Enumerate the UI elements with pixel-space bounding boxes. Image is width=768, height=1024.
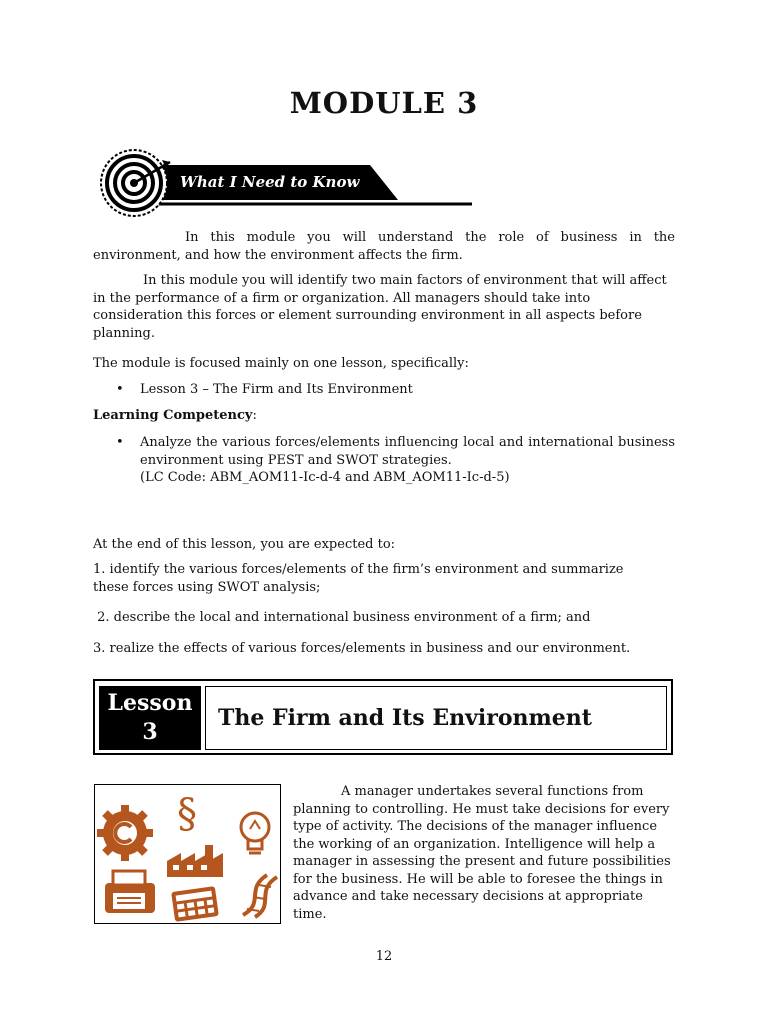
lesson-number-block [99,686,201,750]
business-illustration [94,784,281,924]
bullet-icon: • [116,435,124,450]
lc-code: (LC Code: ABM_AOM11-Ic-d-4 and ABM_AOM11-Ic-d-5) [140,470,510,485]
list-item [116,434,675,487]
objective-item-3: 3. realize the effects of various forces/elements in business and our environment. [93,641,631,656]
competency-text: Analyze the various forces/elements influencing local and international business environment using PEST and SWOT strategies. [140,435,675,468]
lightbulb-icon [241,813,269,853]
gear-icon [97,805,153,861]
objective-item-1: 1. identify the various forces/elements of the firm’s environment and summarize these forces using SWOT analysis; [93,562,624,595]
lesson-header [93,679,673,755]
intro-paragraph-2: In this module you will identify two main factors of environment that will affect in the performance of a firm or organization. All managers should take into consideration this forces or element surrounding environment in all aspects before planning. [93,273,667,341]
lesson-word: Lesson [107,690,193,716]
objective-item-2: 2. describe the local and international business environment of a firm; and [93,610,591,625]
lesson-bullet-text: Lesson 3 – The Firm and Its Environment [140,382,413,397]
lesson-title: The Firm and Its Environment [218,705,592,731]
competency-colon: : [252,408,257,423]
lesson-title-box [205,686,667,750]
bullet-icon: • [116,382,124,397]
section-sign-icon: § [177,791,197,837]
competency-heading-row [93,407,257,425]
list-item [116,381,676,399]
lesson-body: A manager undertakes several functions from planning to controlling. He must take decisions for every type of activity. The decisions of the manager influence the working of an organization. Intelligence will help a manager in assessing the present and future possibilities for the business. He will be able to foresee the things in advance and take necessary decisions at appropriate time. [293,784,671,922]
page-title: MODULE 3 [289,86,479,120]
page-number: 12 [375,949,393,964]
objectives-intro: At the end of this lesson, you are expected to: [93,537,396,552]
calculator-icon [171,886,219,922]
factory-icon [167,845,223,877]
intro-paragraph-3: The module is focused mainly on one lesson, specifically: [93,356,469,371]
dna-icon [243,875,277,917]
competency-heading: Learning Competency [93,408,253,423]
banner-label: What I Need to Know [180,173,360,191]
target-icon [101,150,170,216]
intro-paragraph-1: In this module you will understand the role of business in the environment, and how the environment affects the firm. [93,230,675,263]
section-banner [98,148,474,218]
lesson-number: 3 [142,719,158,745]
printer-icon [105,871,155,913]
